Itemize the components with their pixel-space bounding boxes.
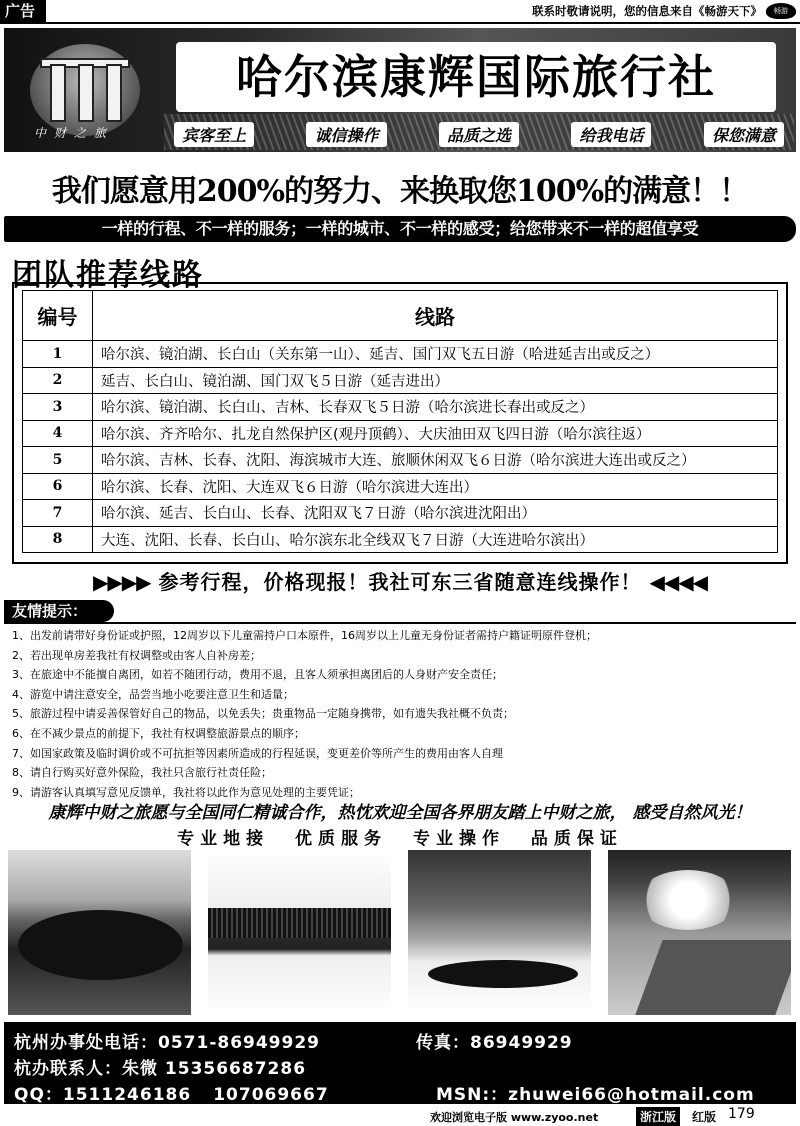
route-description: 哈尔滨、吉林、长春、沈阳、海滨城市大连、旅顺休闲双飞６日游（哈尔滨进大连出或反之） xyxy=(93,447,778,474)
tips-divider xyxy=(4,622,796,624)
route-number: 2 xyxy=(23,367,93,394)
company-name: 哈尔滨康辉国际旅行社 xyxy=(176,42,776,112)
office-phone: 杭州办事处电话：0571-86949929 xyxy=(14,1033,320,1053)
qq-number: QQ：1511246186 xyxy=(14,1085,192,1105)
column-header-no: 编号 xyxy=(23,291,93,341)
route-number: 4 xyxy=(23,420,93,447)
headline: 我们愿意用200%的努力、来换取您100%的满意！！ xyxy=(51,174,749,209)
slogan: 保您满意 xyxy=(704,122,784,147)
logo-caption: 中财之旅 xyxy=(34,126,115,140)
tips-list xyxy=(12,626,792,802)
table-row xyxy=(23,420,778,447)
slogan: 宾客至上 xyxy=(174,122,254,147)
route-description: 大连、沈阳、长春、长白山、哈尔滨东北全线双飞７日游（大连进哈尔滨出） xyxy=(93,526,778,553)
contact-row xyxy=(14,1080,755,1105)
route-number: 7 xyxy=(23,500,93,527)
magazine-logo-icon: 畅游 xyxy=(766,3,796,19)
table-row xyxy=(23,367,778,394)
contact-note: 联系时敬请说明，您的信息来自《畅游天下》 xyxy=(532,4,762,18)
route-table-frame xyxy=(12,282,788,564)
slogan: 诚信操作 xyxy=(306,122,386,147)
column-header-route: 线路 xyxy=(93,291,778,341)
tip-item: 8、请自行购买好意外保险，我社只含旅行社责任险； xyxy=(12,766,272,780)
contact-row xyxy=(14,1054,306,1079)
photo-strip xyxy=(8,850,792,1015)
qq-number-2: 107069667 xyxy=(213,1085,329,1105)
tip-item: 5、旅游过程中请妥善保管好自己的物品，以免丢失；贵重物品一定随身携带，如有遗失我社概不负责； xyxy=(12,707,514,721)
route-description: 哈尔滨、齐齐哈尔、扎龙自然保护区(观丹顶鹤）、大庆油田双飞四日游（哈尔滨往返） xyxy=(93,420,778,447)
route-number: 1 xyxy=(23,341,93,368)
route-description: 哈尔滨、镜泊湖、长白山、吉林、长春双飞５日游（哈尔滨进长春出或反之） xyxy=(93,394,778,421)
website-link[interactable]: 欢迎浏览电子版 www.zyoo.net xyxy=(430,1111,599,1124)
page-number: 179 xyxy=(728,1106,755,1122)
tip-item: 1、出发前请带好身份证或护照，12周岁以下儿童需持户口本原件，16周岁以上儿童无身份证者需持户籍证明原件登机； xyxy=(12,629,597,642)
closing-statement: 康辉中财之旅愿与全国同仁精诚合作，热忱欢迎全国各界朋友踏上中财之旅， 感受自然风光！ xyxy=(48,803,752,823)
reference-line xyxy=(0,566,800,595)
tip-item: 2、若出现单房差我社有权调整或由客人自补房差； xyxy=(12,648,261,662)
route-description: 哈尔滨、镜泊湖、长白山（关东第一山）、延吉、国门双飞五日游（哈进延吉出或反之） xyxy=(93,341,778,368)
slogan-row xyxy=(174,122,784,147)
tip-item: 9、请游客认真填写意见反馈单，我社将以此作为意见处理的主要凭证； xyxy=(12,785,360,799)
table-header-row xyxy=(23,291,778,341)
company-banner xyxy=(4,28,796,152)
service-line: 专业地接 优质服务 专业操作 品质保证 xyxy=(177,829,623,849)
route-number: 5 xyxy=(23,447,93,474)
route-number: 8 xyxy=(23,526,93,553)
tip-item: 7、如国家政策及临时调价或不可抗拒等因素所造成的行程延误，变更差价等所产生的费用由客人自理 xyxy=(12,746,503,760)
table-row xyxy=(23,526,778,553)
arrows-right-icon: ▶▶▶▶ xyxy=(93,570,151,594)
reference-text: 参考行程，价格现报！我社可东三省随意连线操作！ xyxy=(158,570,642,594)
tip-item: 4、游览中请注意安全，品尝当地小吃要注意卫生和适量； xyxy=(12,687,294,701)
tip-item: 6、在不减少景点的前提下，我社有权调整旅游景点的顺序； xyxy=(12,726,305,740)
route-description: 哈尔滨、长春、沈阳、大连双飞６日游（哈尔滨进大连出） xyxy=(93,473,778,500)
ad-label: 广告 xyxy=(0,0,46,22)
route-table xyxy=(22,290,778,553)
arrows-left-icon: ◀◀◀◀ xyxy=(649,570,707,594)
edition-badge: 浙江版 xyxy=(636,1107,680,1126)
ski-slope-photo xyxy=(208,850,391,1015)
contact-box xyxy=(4,1022,796,1104)
route-number: 3 xyxy=(23,394,93,421)
fax-number: 传真：86949929 xyxy=(416,1033,573,1053)
tips-title: 友情提示： xyxy=(4,600,114,622)
route-number: 6 xyxy=(23,473,93,500)
subheadline-bar: 一样的行程、不一样的服务；一样的城市、不一样的感受；给您带来不一样的超值享受 xyxy=(4,216,796,242)
msn-account: MSN:：zhuwei66@hotmail.com xyxy=(436,1085,755,1105)
section-title: 团队推荐线路 xyxy=(12,258,204,293)
tip-item: 3、在旅途中不能擅自离团，如若不随团行动，费用不退，且客人须承担离团后的人身财产安全责任； xyxy=(12,668,503,682)
table-row xyxy=(23,447,778,474)
page-footer xyxy=(0,1104,800,1126)
route-description: 哈尔滨、延吉、长白山、长春、沈阳双飞７日游（哈尔滨进沈阳出） xyxy=(93,500,778,527)
table-row xyxy=(23,394,778,421)
slogan: 给我电话 xyxy=(571,122,651,147)
slogan: 品质之选 xyxy=(439,122,519,147)
crater-lake-photo xyxy=(8,850,191,1015)
table-row xyxy=(23,500,778,527)
frost-river-photo xyxy=(608,850,791,1015)
table-row xyxy=(23,473,778,500)
top-strip xyxy=(0,0,800,24)
contact-person: 杭办联系人：朱微 15356687286 xyxy=(14,1059,307,1079)
mountain-lake-photo xyxy=(408,850,591,1015)
contact-row xyxy=(14,1028,573,1053)
table-row xyxy=(23,341,778,368)
section-label: 红版 xyxy=(692,1110,717,1124)
route-description: 延吉、长白山、镜泊湖、国门双飞５日游（延吉进出） xyxy=(93,367,778,394)
